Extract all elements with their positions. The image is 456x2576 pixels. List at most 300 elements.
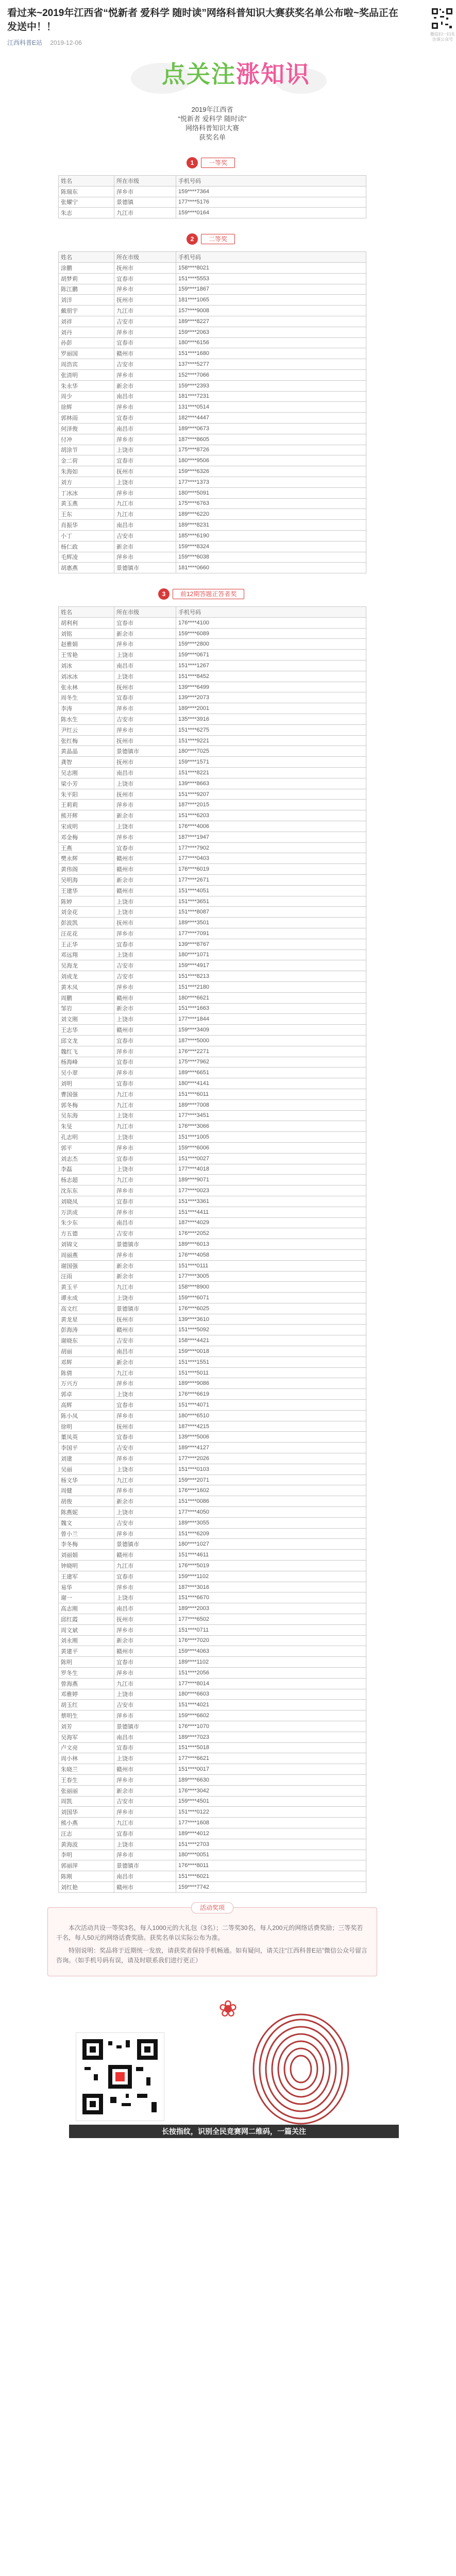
table-row <box>59 1089 366 1099</box>
table-cell: 李涛 <box>59 703 114 714</box>
table-cell: 周少 <box>59 391 114 402</box>
table-row <box>59 1335 366 1346</box>
table-cell: 宜春市 <box>114 1057 176 1067</box>
table-cell: 赣州市 <box>114 1882 176 1892</box>
table-cell: 朱旻 <box>59 1121 114 1132</box>
table-cell: 刘文刚 <box>59 1014 114 1025</box>
table-cell: 吴明海 <box>59 875 114 886</box>
table-cell: 180****7025 <box>176 746 366 757</box>
table-row <box>59 1303 366 1314</box>
table-cell: 刘金花 <box>59 907 114 918</box>
table-row <box>59 1507 366 1518</box>
table-cell: 159****4917 <box>176 960 366 971</box>
table-row <box>59 380 366 391</box>
table-row <box>59 746 366 757</box>
table-cell: 新余市 <box>114 1003 176 1014</box>
table-cell: 189****4127 <box>176 1443 366 1453</box>
table-cell: 杨文华 <box>59 1475 114 1485</box>
table-cell: 吉安市 <box>114 960 176 971</box>
table-cell: 宜春市 <box>114 455 176 466</box>
table-row <box>59 1657 366 1668</box>
table-cell: 抚州市 <box>114 1614 176 1625</box>
table-cell: 上饶市 <box>114 778 176 789</box>
table-cell: 177****1844 <box>176 1014 366 1025</box>
table-row <box>59 359 366 370</box>
table-cell: 151****9221 <box>176 735 366 746</box>
table-cell: 刘冰 <box>59 660 114 671</box>
table-cell: 刘国华 <box>59 1807 114 1818</box>
hero-logo: 点关注涨知识 <box>162 60 310 88</box>
table-cell: 九江市 <box>114 1282 176 1293</box>
table-row <box>59 1485 366 1496</box>
table-cell: 萍乡市 <box>114 284 176 295</box>
column-header: 姓名 <box>59 176 114 187</box>
table-row <box>59 1046 366 1057</box>
table-cell: 151****1005 <box>176 1132 366 1143</box>
table-cell: 上饶市 <box>114 671 176 682</box>
table-cell: 159****7364 <box>176 186 366 197</box>
table-row <box>59 273 366 284</box>
table-row <box>59 1453 366 1464</box>
table-cell: 抚州市 <box>114 757 176 768</box>
table-cell: 赣州市 <box>114 1325 176 1335</box>
table-cell: 萍乡市 <box>114 434 176 445</box>
headline-line-4: 获奖名单 <box>198 133 226 141</box>
table-cell: 抚州市 <box>114 262 176 273</box>
table-row <box>59 971 366 982</box>
table-cell: 176****2271 <box>176 1046 366 1057</box>
table-row <box>59 842 366 853</box>
table-cell: 159****7742 <box>176 1882 366 1892</box>
table-cell: 刘芳 <box>59 1721 114 1732</box>
table-cell: 黄伟阁 <box>59 864 114 875</box>
table-cell: 赣州市 <box>114 885 176 896</box>
table-cell: 177****0403 <box>176 853 366 864</box>
table-cell: 177****2026 <box>176 1453 366 1464</box>
table-cell: 189****6651 <box>176 1067 366 1078</box>
table-cell: 吉安市 <box>114 1517 176 1528</box>
table-cell: 萍乡市 <box>114 1067 176 1078</box>
table-cell: 187****1947 <box>176 832 366 842</box>
table-cell: 赣州市 <box>114 853 176 864</box>
column-header: 姓名 <box>59 252 114 263</box>
table-row <box>59 692 366 703</box>
rules-paragraph-2: 特别说明：奖品将于近期统一发放，请获奖者保持手机畅通。如有疑问，请关注“江西科普E站”微信公众号留言咨询。（如手机号码有误，请及时联系我们进行更正） <box>56 1946 368 1964</box>
table-cell: 龚智 <box>59 757 114 768</box>
table-cell: 151****1680 <box>176 348 366 359</box>
table-cell: 宜春市 <box>114 939 176 950</box>
table-cell: 139****8663 <box>176 778 366 789</box>
table-cell: 176****4058 <box>176 1249 366 1260</box>
footer-qr-code[interactable] <box>76 2033 164 2121</box>
table-row <box>59 413 366 423</box>
table-cell: 181****7231 <box>176 391 366 402</box>
table-cell: 杨仁政 <box>59 541 114 552</box>
table-cell: 涂鹏 <box>59 262 114 273</box>
table-row <box>59 1742 366 1753</box>
table-cell: 177****4018 <box>176 1164 366 1175</box>
table-cell: 魏红飞 <box>59 1046 114 1057</box>
table-cell: 张丽丽 <box>59 1785 114 1796</box>
table-cell: 151****0017 <box>176 1764 366 1775</box>
table-cell: 159****6038 <box>176 552 366 563</box>
table-cell: 宋成明 <box>59 821 114 832</box>
table-cell: 上饶市 <box>114 1464 176 1475</box>
table-cell: 187****2015 <box>176 800 366 810</box>
table-row <box>59 724 366 735</box>
table-cell: 吴丽 <box>59 1464 114 1475</box>
table-cell: 上饶市 <box>114 1132 176 1143</box>
table-cell: 176****6019 <box>176 864 366 875</box>
table-cell: 吉安市 <box>114 1796 176 1807</box>
table-cell: 新余市 <box>114 1271 176 1282</box>
table-row <box>59 1003 366 1014</box>
table-cell: 159****6602 <box>176 1710 366 1721</box>
table-cell: 王建军 <box>59 1571 114 1582</box>
table-cell: 汪花花 <box>59 928 114 939</box>
table-row <box>59 316 366 327</box>
table-cell: 151****6670 <box>176 1592 366 1603</box>
table-cell: 萍乡市 <box>114 369 176 380</box>
table-cell: 南昌市 <box>114 1217 176 1228</box>
table-row <box>59 660 366 671</box>
side-qr-code[interactable] <box>431 7 453 30</box>
table-cell: 新余市 <box>114 1260 176 1271</box>
table-row <box>59 186 366 197</box>
table-cell: 吉安市 <box>114 359 176 370</box>
table-cell: 180****6603 <box>176 1689 366 1700</box>
table-cell: 宜春市 <box>114 617 176 628</box>
table-cell: 胡俊 <box>59 1496 114 1507</box>
table-cell: 九江市 <box>114 1175 176 1185</box>
table-cell: 九江市 <box>114 1818 176 1828</box>
table-cell: 上饶市 <box>114 950 176 960</box>
table-cell: 177****3005 <box>176 1271 366 1282</box>
table-cell: 151****4071 <box>176 1400 366 1411</box>
table-cell: 抚州市 <box>114 789 176 800</box>
table-cell: 151****2180 <box>176 981 366 992</box>
table-cell: 南昌市 <box>114 1603 176 1614</box>
table-cell: 郭平 <box>59 1142 114 1153</box>
table-cell: 陈瑞东 <box>59 186 114 197</box>
table-cell: 上饶市 <box>114 477 176 487</box>
section-tag-2 <box>187 232 238 246</box>
table-cell: 邓远翔 <box>59 950 114 960</box>
table-cell: 宜春市 <box>114 337 176 348</box>
table-cell: 177****6502 <box>176 1614 366 1625</box>
column-header: 手机号码 <box>176 252 366 263</box>
headline-line-2: “悦新者 爱科学 随时读” <box>178 115 247 123</box>
table-row <box>59 1582 366 1592</box>
table-cell: 景德镇市 <box>114 1239 176 1250</box>
table-row <box>59 950 366 960</box>
table-cell: 151****0086 <box>176 1496 366 1507</box>
table-cell: 上饶市 <box>114 445 176 455</box>
table-cell: 189****1102 <box>176 1657 366 1668</box>
table-cell: 吉安市 <box>114 1700 176 1710</box>
table-cell: 萍乡市 <box>114 724 176 735</box>
table-cell: 尹红云 <box>59 724 114 735</box>
table-cell: 陈明 <box>59 1657 114 1668</box>
table-row <box>59 1057 366 1067</box>
rules-tag: 活动奖项 <box>191 1902 233 1913</box>
headline-line-1: 2019年江西省 <box>191 106 233 113</box>
table-cell: 151****3651 <box>176 896 366 907</box>
table-row <box>59 1496 366 1507</box>
table-cell: 张清明 <box>59 369 114 380</box>
table-row <box>59 1228 366 1239</box>
table-cell: 萍乡市 <box>114 1249 176 1260</box>
table-cell: 177****1373 <box>176 477 366 487</box>
table-cell: 189****9086 <box>176 1378 366 1389</box>
table-cell: 159****0671 <box>176 650 366 660</box>
table-cell: 南昌市 <box>114 768 176 778</box>
table-cell: 陈倩 <box>59 1367 114 1378</box>
table-cell: 卢文亮 <box>59 1742 114 1753</box>
table-cell: 孔志明 <box>59 1132 114 1143</box>
table-cell: 黄玉燕 <box>59 498 114 509</box>
table-cell: 新余市 <box>114 1635 176 1646</box>
table-cell: 159****2063 <box>176 327 366 337</box>
section-label: 二等奖 <box>201 234 235 244</box>
table-row <box>59 1185 366 1196</box>
table-cell: 151****0711 <box>176 1624 366 1635</box>
table-cell: 151****5092 <box>176 1325 366 1335</box>
table-cell: 周冬生 <box>59 692 114 703</box>
table-row <box>59 1764 366 1775</box>
table-row <box>59 1282 366 1293</box>
table-cell: 萍乡市 <box>114 1774 176 1785</box>
table-cell: 南昌市 <box>114 660 176 671</box>
table-row <box>59 455 366 466</box>
table-cell: 萍乡市 <box>114 552 176 563</box>
table-cell: 159****1571 <box>176 757 366 768</box>
table-cell: 丁冰冰 <box>59 487 114 498</box>
table-cell: 万洪成 <box>59 1207 114 1217</box>
table-cell: 158****8900 <box>176 1282 366 1293</box>
table-row <box>59 1700 366 1710</box>
table-cell: 176****6025 <box>176 1303 366 1314</box>
table-row <box>59 1860 366 1871</box>
table-cell: 胡丽 <box>59 1346 114 1357</box>
table-cell: 南昌市 <box>114 1732 176 1742</box>
table-cell: 上饶市 <box>114 1110 176 1121</box>
table-cell: 159****0018 <box>176 1346 366 1357</box>
table-cell: 抚州市 <box>114 295 176 306</box>
table-cell: 罗丽国 <box>59 348 114 359</box>
table-cell: 151****0111 <box>176 1260 366 1271</box>
table-cell: 152****7066 <box>176 369 366 380</box>
table-cell: 九江市 <box>114 1678 176 1689</box>
table-cell: 景德镇市 <box>114 1721 176 1732</box>
table-row <box>59 509 366 520</box>
flower-icon: ❀ <box>218 1996 238 2022</box>
table-cell: 熊小燕 <box>59 1818 114 1828</box>
table-cell: 彭波凯 <box>59 918 114 928</box>
table-cell: 萍乡市 <box>114 1185 176 1196</box>
table-cell: 151****1663 <box>176 1003 366 1014</box>
table-header-row <box>59 252 366 263</box>
table-cell: 朱志 <box>59 208 114 218</box>
table-cell: 周凯 <box>59 1796 114 1807</box>
table-cell: 189****4012 <box>176 1828 366 1839</box>
fingerprint-icon[interactable] <box>249 2012 352 2126</box>
table-row <box>59 1142 366 1153</box>
table-row <box>59 477 366 487</box>
table-cell: 177****1608 <box>176 1818 366 1828</box>
table-cell: 张永林 <box>59 682 114 692</box>
table-cell: 宜春市 <box>114 1657 176 1668</box>
table-row <box>59 402 366 413</box>
table-cell: 159****4501 <box>176 1796 366 1807</box>
table-row <box>59 875 366 886</box>
table-cell: 187****3016 <box>176 1582 366 1592</box>
table-cell: 177****4050 <box>176 1507 366 1518</box>
table-cell: 151****6021 <box>176 1871 366 1882</box>
table-cell: 吉安市 <box>114 316 176 327</box>
table-cell: 朱晓兰 <box>59 1764 114 1775</box>
table-cell: 180****6510 <box>176 1410 366 1421</box>
table-row <box>59 1592 366 1603</box>
table-cell: 萍乡市 <box>114 186 176 197</box>
table-cell: 吴东海 <box>59 1110 114 1121</box>
table-cell: 方五德 <box>59 1228 114 1239</box>
account-link[interactable]: 江西科普E站 <box>7 39 43 46</box>
table-row <box>59 1132 366 1143</box>
table-cell: 郭林雨 <box>59 413 114 423</box>
table-cell: 185****6190 <box>176 530 366 541</box>
column-header: 所在市级 <box>114 252 176 263</box>
table-header-row <box>59 607 366 618</box>
table-cell: 上饶市 <box>114 650 176 660</box>
table-row <box>59 1721 366 1732</box>
table-cell: 萍乡市 <box>114 1710 176 1721</box>
table-cell: 李磊 <box>59 1164 114 1175</box>
table-cell: 宜春市 <box>114 1432 176 1443</box>
table-row <box>59 348 366 359</box>
section-number: 3 <box>158 588 170 600</box>
table-cell: 宜春市 <box>114 1196 176 1207</box>
table-cell: 魏文 <box>59 1517 114 1528</box>
table-row <box>59 337 366 348</box>
table-cell: 王燕 <box>59 842 114 853</box>
table-row <box>59 1410 366 1421</box>
table-row <box>59 1464 366 1475</box>
table-cell: 151****0122 <box>176 1807 366 1818</box>
table-cell: 151****0027 <box>176 1153 366 1164</box>
table-cell: 上饶市 <box>114 1753 176 1764</box>
table-cell: 上饶市 <box>114 1164 176 1175</box>
column-header: 所在市级 <box>114 176 176 187</box>
table-cell: 赣州市 <box>114 1764 176 1775</box>
table-row <box>59 1646 366 1657</box>
table-cell: 159****6089 <box>176 628 366 639</box>
table-cell: 抚州市 <box>114 466 176 477</box>
table-row <box>59 1710 366 1721</box>
table-cell: 陈刚 <box>59 1871 114 1882</box>
table-cell: 151****8221 <box>176 768 366 778</box>
table-cell: 易华 <box>59 1582 114 1592</box>
table-cell: 陈小凤 <box>59 1410 114 1421</box>
table-cell: 180****9506 <box>176 455 366 466</box>
table-cell: 周浩宾 <box>59 359 114 370</box>
table-cell: 抚州市 <box>114 1314 176 1325</box>
table-cell: 176****2052 <box>176 1228 366 1239</box>
table-cell: 汪雨 <box>59 1271 114 1282</box>
table-row <box>59 391 366 402</box>
table-cell: 189****9071 <box>176 1175 366 1185</box>
table-cell: 吴小翠 <box>59 1067 114 1078</box>
table-cell: 陈婷 <box>59 896 114 907</box>
table-cell: 高文红 <box>59 1303 114 1314</box>
table-cell: 杨海峰 <box>59 1057 114 1067</box>
table-cell: 萍乡市 <box>114 1624 176 1635</box>
table-cell: 新余市 <box>114 1785 176 1796</box>
table-cell: 樊永辉 <box>59 853 114 864</box>
table-cell: 萍乡市 <box>114 1142 176 1153</box>
table-cell: 上饶市 <box>114 1689 176 1700</box>
table-row <box>59 1110 366 1121</box>
table-cell: 177****0023 <box>176 1185 366 1196</box>
table-cell: 宜春市 <box>114 413 176 423</box>
table-cell: 九江市 <box>114 208 176 218</box>
table-cell: 吉安市 <box>114 714 176 725</box>
table-cell: 朱海如 <box>59 466 114 477</box>
table-cell: 151****3361 <box>176 1196 366 1207</box>
table-cell: 九江市 <box>114 1475 176 1485</box>
table-cell: 176****3066 <box>176 1121 366 1132</box>
table-cell: 邱文龙 <box>59 1035 114 1046</box>
table-cell: 135****3916 <box>176 714 366 725</box>
table-cell: 曹国强 <box>59 1089 114 1099</box>
table-cell: 189****2001 <box>176 703 366 714</box>
section-tag-1 <box>187 156 238 170</box>
table-cell: 151****4411 <box>176 1207 366 1217</box>
table-row <box>59 928 366 939</box>
table-row <box>59 1850 366 1860</box>
table-row <box>59 1378 366 1389</box>
table-cell: 151****6209 <box>176 1528 366 1539</box>
table-cell: 上饶市 <box>114 821 176 832</box>
table-row <box>59 1624 366 1635</box>
table-row <box>59 992 366 1003</box>
table-cell: 新余市 <box>114 810 176 821</box>
table-row <box>59 1078 366 1089</box>
table-row <box>59 1421 366 1432</box>
rules-paragraph-1: 本次活动共设一等奖3名，每人1000元的大礼包（3名）；二等奖30名，每人200元的网络话费奖励；三等奖若干名，每人50元的网络话费奖励。获奖名单以实际公布为准。 <box>56 1924 363 1941</box>
table-cell: 刘志杰 <box>59 1153 114 1164</box>
table-row <box>59 907 366 918</box>
table-cell: 上饶市 <box>114 1507 176 1518</box>
table-cell: 陈江鹏 <box>59 284 114 295</box>
table-cell: 159****2393 <box>176 380 366 391</box>
table-cell: 宜春市 <box>114 1828 176 1839</box>
table-row <box>59 628 366 639</box>
table-cell: 谭永成 <box>59 1293 114 1303</box>
table-cell: 王东 <box>59 509 114 520</box>
table-cell: 176****1602 <box>176 1485 366 1496</box>
table-cell: 189****2003 <box>176 1603 366 1614</box>
table-row <box>59 821 366 832</box>
table-cell: 159****6006 <box>176 1142 366 1153</box>
table-cell: 131****0514 <box>176 402 366 413</box>
table-row <box>59 1828 366 1839</box>
table-cell: 萍乡市 <box>114 1667 176 1678</box>
table-cell: 熊开辉 <box>59 810 114 821</box>
table-row <box>59 810 366 821</box>
table-header-row <box>59 176 366 187</box>
table-cell: 南昌市 <box>114 1346 176 1357</box>
